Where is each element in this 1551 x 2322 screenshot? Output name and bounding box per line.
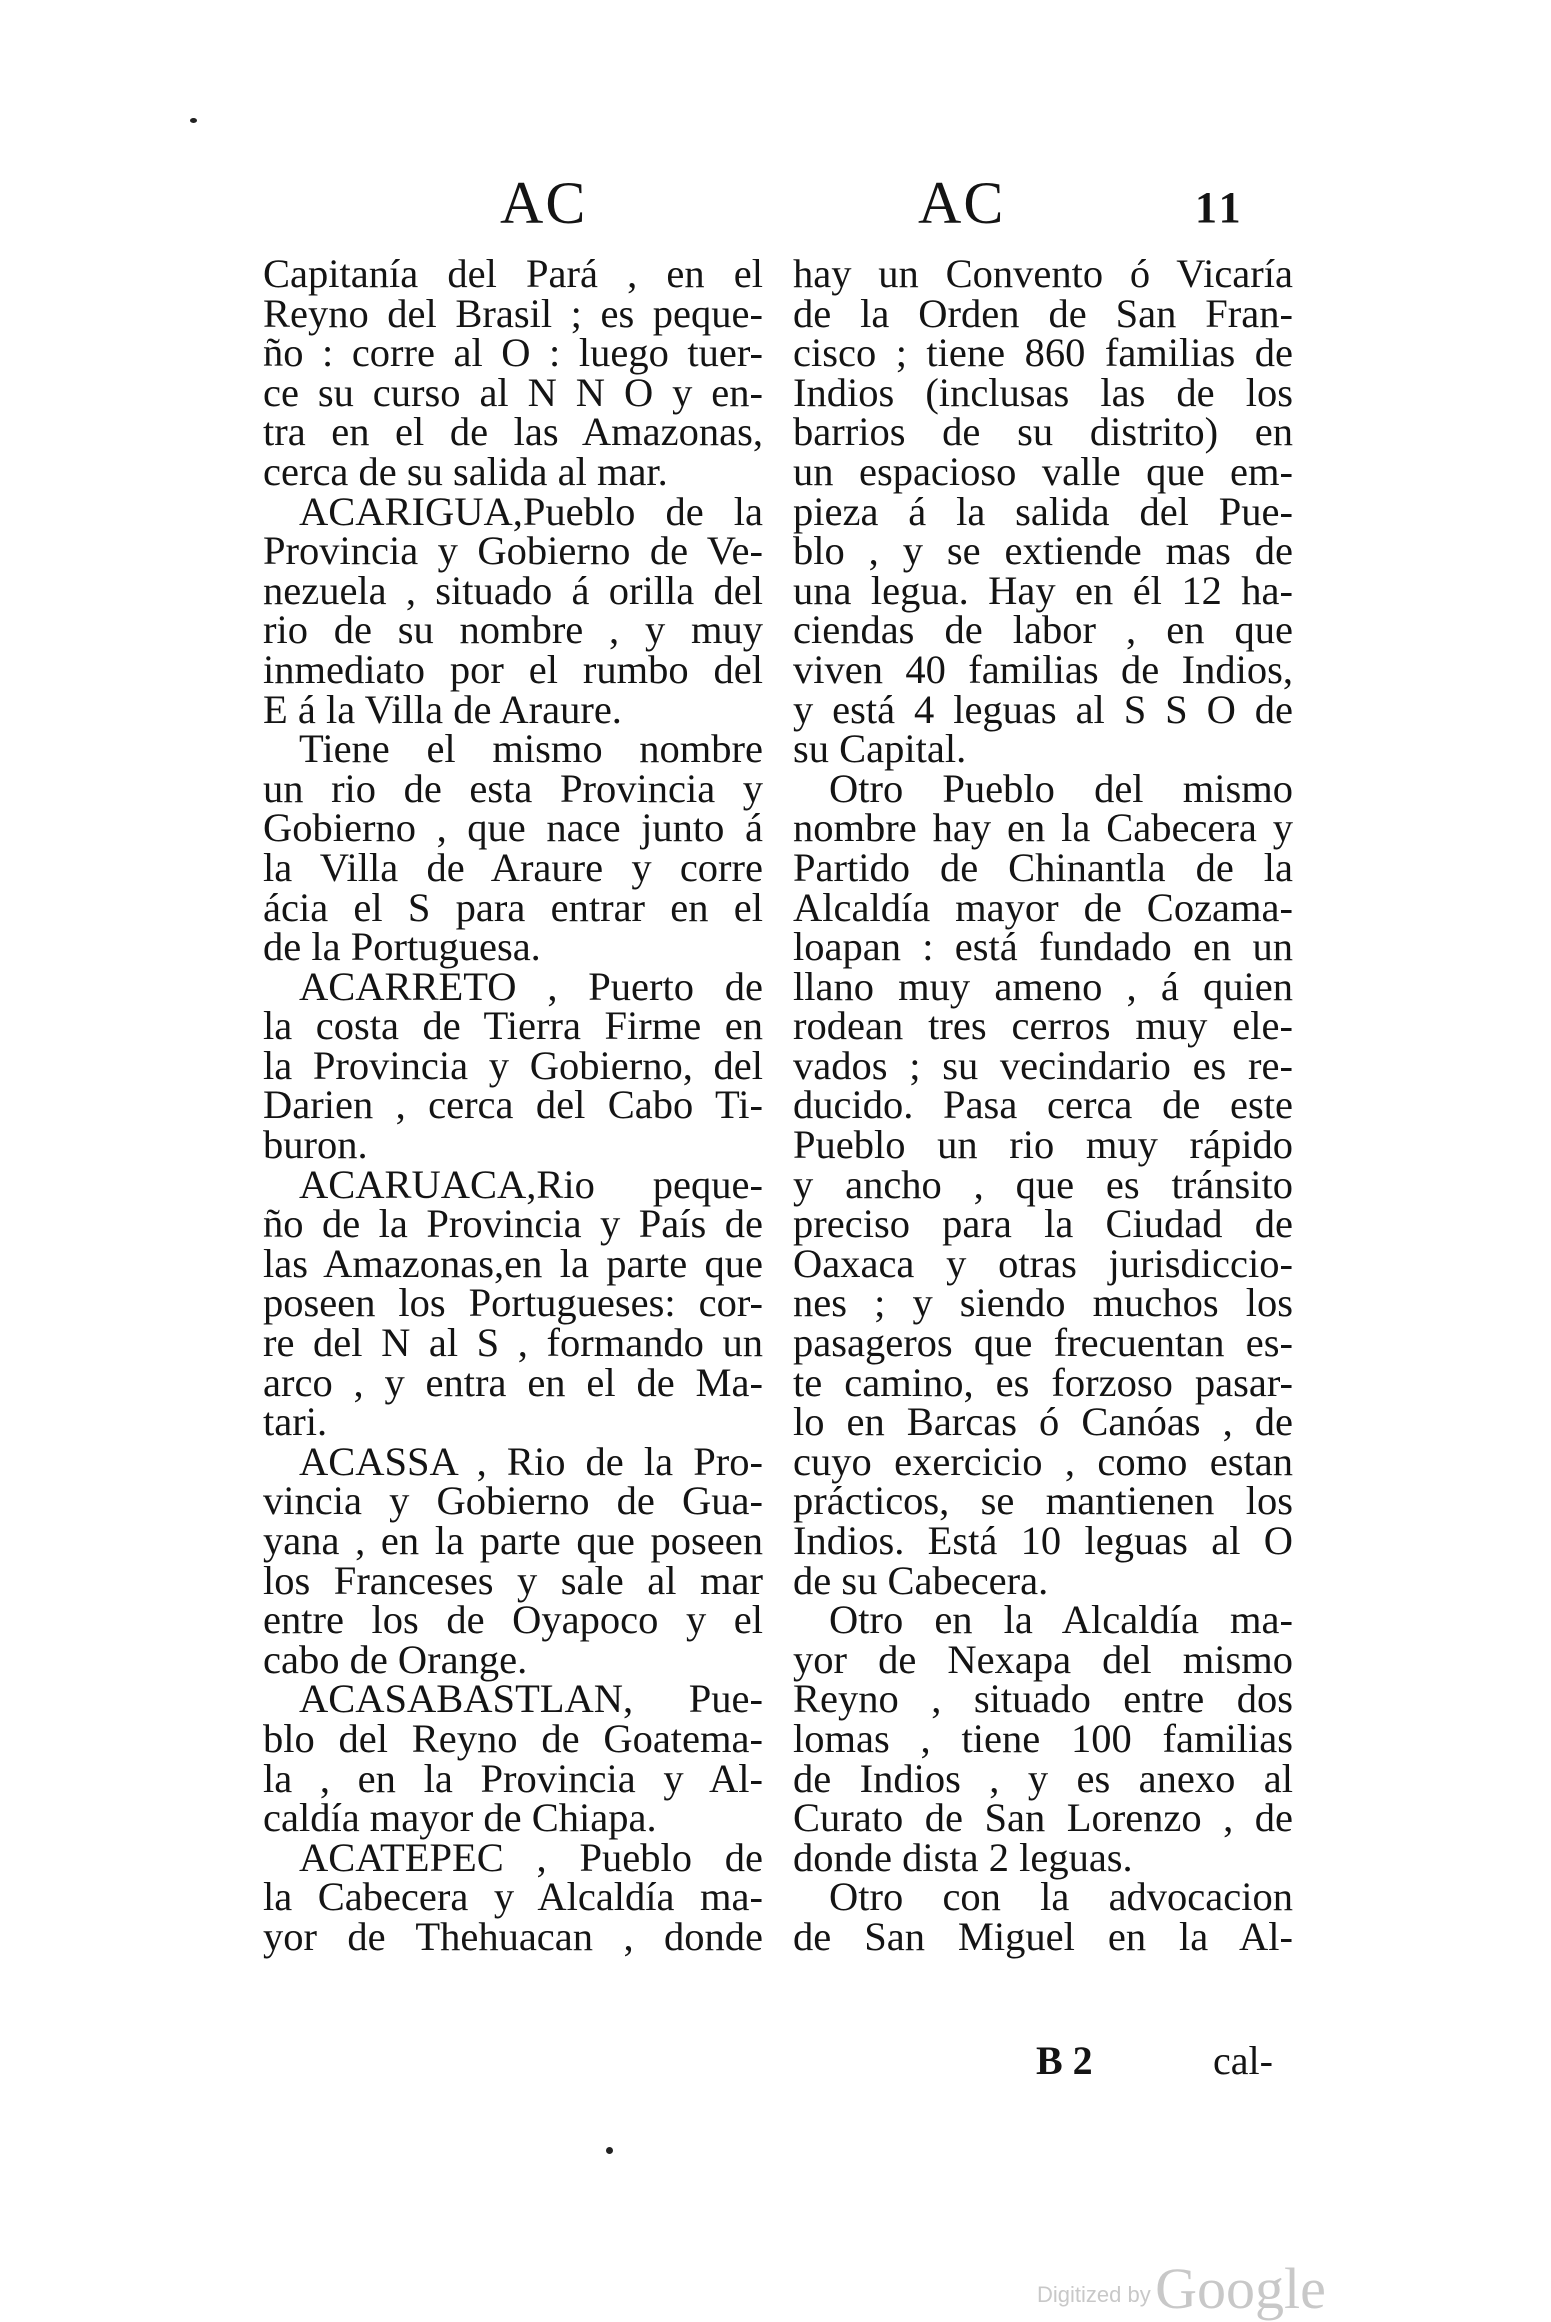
text-line: de la Portuguesa. <box>263 924 541 970</box>
text-line: la Provincia y Gobierno, del <box>263 1042 763 1088</box>
text-line: yor de Thehuacan , donde <box>263 1913 763 1959</box>
text-line: yor de Nexapa del mismo <box>793 1636 1293 1682</box>
text-line: ACASABASTLAN, Pue- <box>299 1676 763 1722</box>
text-line: Pueblo un rio muy rápido <box>793 1122 1293 1168</box>
text-line: hay un Convento ó Vicaría <box>793 251 1293 296</box>
text-line: Indios. Está 10 leguas al O <box>793 1518 1293 1563</box>
text-line: Oaxaca y otras jurisdiccio- <box>793 1240 1293 1286</box>
text-line: ciendas de labor , en que <box>793 607 1293 653</box>
text-line: rio de su nombre , y muy <box>263 607 763 653</box>
text-line: cabo de Orange. <box>263 1636 528 1682</box>
text-line: Gobierno , que nace junto á <box>263 805 763 851</box>
text-line: nombre hay en la Cabecera y <box>793 805 1293 851</box>
text-line: Darien , cerca del Cabo Ti- <box>263 1082 763 1128</box>
text-line: donde dista 2 leguas. <box>793 1834 1133 1880</box>
text-line: ACATEPEC , Pueblo de <box>299 1834 763 1880</box>
text-line: E á la Villa de Araure. <box>263 686 622 732</box>
text-line: Reyno , situado entre dos <box>793 1676 1293 1722</box>
watermark-prefix: Digitized by <box>1037 2282 1151 2307</box>
text-line: ACARIGUA,Pueblo de la <box>299 488 763 534</box>
text-line: Otro en la Alcaldía ma- <box>829 1597 1293 1643</box>
text-line: ACASSA , Rio de la Pro- <box>299 1438 763 1484</box>
text-line: pasageros que frecuentan es- <box>793 1320 1293 1366</box>
catchword: cal- <box>1213 2038 1273 2083</box>
text-line: cisco ; tiene 860 familias de <box>793 330 1293 376</box>
text-line: blo del Reyno de Goatema- <box>263 1715 763 1761</box>
text-line: Otro con la advocacion <box>829 1874 1293 1920</box>
text-line: la , en la Provincia y Al- <box>263 1755 763 1801</box>
text-line: de Indios , y es anexo al <box>793 1755 1293 1801</box>
text-line: un rio de esta Provincia y <box>263 765 763 811</box>
text-line: la Cabecera y Alcaldía ma- <box>263 1874 763 1920</box>
page-number: 11 <box>1195 183 1245 232</box>
digitized-watermark <box>1037 2255 1326 2322</box>
text-line: te camino, es forzoso pasar- <box>793 1359 1293 1405</box>
text-line: llano muy ameno , á quien <box>793 963 1293 1009</box>
text-line: ácia el S para entrar en el <box>263 884 763 930</box>
ink-speck <box>190 118 197 123</box>
text-line: caldía mayor de Chiapa. <box>263 1795 657 1841</box>
text-line: preciso para la Ciudad de <box>793 1201 1293 1247</box>
text-line: lo en Barcas ó Canóas , de <box>793 1399 1293 1445</box>
text-line: su Capital. <box>793 726 967 772</box>
text-line: y está 4 leguas al S S O de <box>793 686 1293 732</box>
text-line: re del N al S , formando un <box>263 1320 763 1366</box>
text-line: nezuela , situado á orilla del <box>263 567 763 613</box>
left-column <box>263 251 763 1959</box>
text-line: de San Miguel en la Al- <box>793 1913 1293 1959</box>
text-line: y ancho , que es tránsito <box>793 1161 1293 1207</box>
text-line: de la Orden de San Fran- <box>793 290 1293 336</box>
text-line: Alcaldía mayor de Cozama- <box>793 884 1293 930</box>
text-line: una legua. Hay en él 12 ha- <box>793 567 1293 613</box>
text-line: arco , y entra en el de Ma- <box>263 1359 763 1405</box>
text-line: pieza á la salida del Pue- <box>793 488 1293 534</box>
text-line: Capitanía del Pará , en el <box>263 251 763 296</box>
running-head-right: AC <box>918 170 1006 236</box>
signature-mark: B 2 <box>1036 2038 1093 2083</box>
text-line: tra en el de las Amazonas, <box>263 409 763 455</box>
text-line: ACARUACA,Rio peque- <box>299 1161 763 1207</box>
text-line: tari. <box>263 1399 328 1445</box>
text-line: las Amazonas,en la parte que <box>263 1240 763 1286</box>
text-line: ducido. Pasa cerca de este <box>793 1082 1293 1128</box>
text-line: un espacioso valle que em- <box>793 448 1293 494</box>
text-line: poseen los Portugueses: cor- <box>263 1280 763 1326</box>
text-line: loapan : está fundado en un <box>793 924 1293 970</box>
text-line: yana , en la parte que poseen <box>263 1518 763 1563</box>
text-line: ACARRETO , Puerto de <box>299 963 763 1009</box>
right-column <box>793 251 1293 1959</box>
text-line: blo , y se extiende mas de <box>793 528 1293 574</box>
text-line: vincia y Gobierno de Gua- <box>263 1478 763 1524</box>
text-line: Otro Pueblo del mismo <box>829 765 1293 811</box>
text-line: cerca de su salida al mar. <box>263 448 668 494</box>
text-line: la Villa de Araure y corre <box>263 844 763 890</box>
text-line: Tiene el mismo nombre <box>299 726 763 772</box>
text-line: Curato de San Lorenzo , de <box>793 1795 1293 1841</box>
text-line: inmediato por el rumbo del <box>263 646 763 692</box>
text-line: barrios de su distrito) en <box>793 409 1293 455</box>
text-line: Partido de Chinantla de la <box>793 844 1293 890</box>
text-line: nes ; y siendo muchos los <box>793 1280 1293 1326</box>
text-line: viven 40 familias de Indios, <box>793 646 1293 692</box>
text-line: cuyo exercicio , como estan <box>793 1438 1293 1484</box>
text-line: Provincia y Gobierno de Ve- <box>263 528 763 574</box>
watermark-brand: Google <box>1155 2256 1326 2321</box>
text-line: prácticos, se mantienen los <box>793 1478 1293 1524</box>
text-line: Indios (inclusas las de los <box>793 369 1293 415</box>
text-line: vados ; su vecindario es re- <box>793 1042 1293 1088</box>
text-line: rodean tres cerros muy ele- <box>793 1003 1293 1049</box>
text-line: ce su curso al N N O y en- <box>263 369 763 415</box>
text-line: ño de la Provincia y País de <box>263 1201 763 1247</box>
text-line: los Franceses y sale al mar <box>263 1557 763 1603</box>
text-line: de su Cabecera. <box>793 1557 1049 1603</box>
text-line: Reyno del Brasil ; es peque- <box>263 290 763 336</box>
text-line: entre los de Oyapoco y el <box>263 1597 763 1643</box>
ink-speck <box>606 2147 613 2154</box>
text-line: la costa de Tierra Firme en <box>263 1003 763 1049</box>
text-line: lomas , tiene 100 familias <box>793 1715 1293 1761</box>
running-head-left: AC <box>500 170 588 236</box>
text-line: buron. <box>263 1122 368 1168</box>
text-line: ño : corre al O : luego tuer- <box>263 330 763 376</box>
